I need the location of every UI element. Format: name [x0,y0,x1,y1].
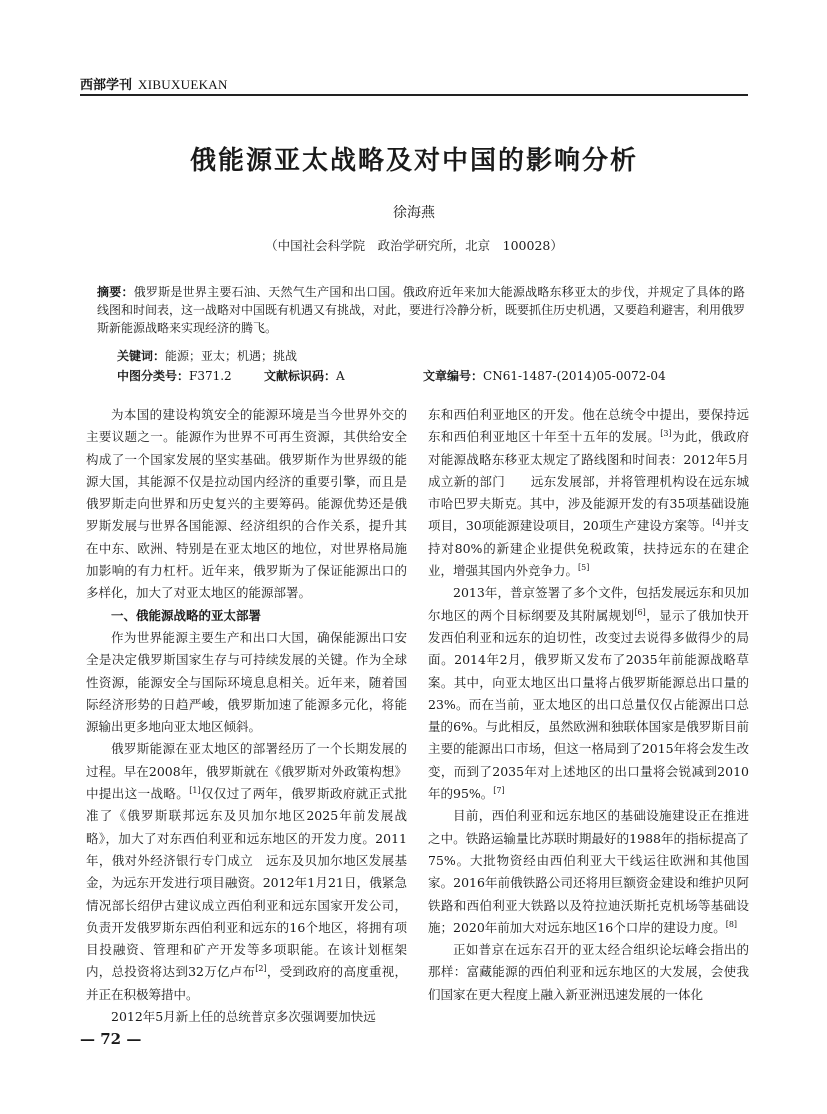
clc-value: F371.2 [189,369,232,383]
author-name: 徐海燕 [393,205,435,221]
article-value: CN61-1487-(2014)05-0072-04 [483,369,666,383]
paragraph-text: 为此，俄政府对能源战略东移亚太规定了路线图和时间表：2012年5月成立新的部门 远东发展部，并将管理机构设在远东城市哈巴罗夫斯克。其中，涉及能源开发的有35项基础设施项目，30项能源建设项目，20项生产建设方案等。 [428,429,749,534]
journal-name-cn: 西部学刊 [80,78,133,93]
clc-label: 中图分类号： [117,369,190,383]
paragraph-text: 并支持对80%的新建企业提供免税政策，扶持远东的在建企业，增强其国内外竞争力。 [428,518,749,579]
article-number [423,367,666,384]
article-title: 俄能源亚太战略及对中国的影响分析 [189,146,638,176]
paragraph [428,582,749,805]
citation-ref: [5] [578,563,590,573]
journal-name-en: XIBUXUEKAN [138,77,228,92]
paragraph-text: ，显示了俄加快开发西伯利亚和远东的迫切性，改变过去说得多做得少的局面。2014年2月，俄罗斯又发布了2035年前能源战略草案。其中，向亚太地区出口量将占俄罗斯能源总出口量的23%。而在当前，亚太地区的出口总量仅仅占能源出口总量的6%。与此相反，虽然欧洲和独联体国家是俄罗斯目前主要的能源出口市场，但这一格局到了2015年将会发生改变，而到了2035年对上述地区的出口量将会锐减到2010年的95%。 [428,607,749,802]
keywords-text: 能源；亚太；机遇；挑战 [165,349,298,363]
doc-label: 文献标识码： [264,369,337,383]
paragraph: 正如普京在远东召开的亚太经合组织论坛峰会指出的那样：富藏能源的西伯利亚和远东地区的大发展，会使我们国家在更大程度上融入新亚洲迅速发展的一体化 [428,942,749,1002]
keywords-label: 关键词： [117,349,166,363]
paragraph-text: 2013年，普京签署了多个文件，包括发展远东和贝加尔地区的两个目标纲要及其附属规划 [428,585,749,623]
paragraph-text: ，受到政府的高度重视，并正在积极筹措中。 [86,964,407,1002]
keywords [117,347,297,364]
citation-ref: [2] [255,964,267,974]
section-heading: 一、俄能源战略的亚太部署 [111,607,262,623]
body-column-left [86,404,407,1028]
clc-number [117,367,232,384]
citation-ref: [8] [725,919,738,929]
paragraph-text: 目前，西伯利亚和远东地区的基础设施建设正在推进之中。铁路运输量比苏联时期最好的1988年的指标提高了75%。大批物资经由西伯利亚大干线运往欧洲和其他国家。2016年前俄铁路公司还将用巨额资金建设和维护贝阿铁路和西伯利亚大铁路以及符拉迪沃斯托克机场等基础设施；2020年前加大对远东地区16个口岸的建设力度。 [428,808,749,935]
doc-value: A [336,369,345,383]
paragraph [86,738,407,1006]
article-label: 文章编号： [423,369,484,383]
paragraph: 2012年5月新上任的总统普京多次强调要加快远 [111,1009,376,1025]
citation-ref: [3] [660,429,672,439]
journal-header [80,74,228,93]
paragraph: 为本国的建设构筑安全的能源环境是当今世界外交的主要议题之一。能源作为世界不可再生资源，其供给安全构成了一个国家发展的坚实基础。俄罗斯作为世界级的能源大国，其能源不仅是拉动国内经济的重要引擎，而且是俄罗斯走向世界和历史复兴的主要筹码。能源优势还是俄罗斯发展与世界各国能源、经济组织的合作关系，提升其在中东、欧洲、特别是在亚太地区的地位，对世界格局施加影响的有力杠杆。近年来，俄罗斯为了保证能源出口的多样化，加大了对亚太地区的能源部署。 [86,407,407,601]
abstract [97,283,745,337]
citation-ref: [4] [712,518,724,528]
paragraph-text: 仅仅过了两年，俄罗斯政府就正式批准了《俄罗斯联邦远东及贝加尔地区2025年前发展战略》，加大了对东西伯利亚和远东地区的开发力度。2011年，俄对外经济银行专门成立 远东及贝加尔地区发展基金，为远东开发进行项目融资。2012年1月21日，俄紧急情况部长绍伊古建议成立西伯利亚和远东国家开发公司，负责开发俄罗斯东西伯利亚和远东的16个地区，将拥有项目投融资、管理和矿产开发等多项职能。在该计划框架内，总投资将达到32万亿卢布 [86,786,407,980]
header-rule [80,94,748,96]
citation-ref: [6] [634,607,646,617]
paragraph [428,805,749,939]
abstract-text: 俄罗斯是世界主要石油、天然气生产国和出口国。俄政府近年来加大能源战略东移亚太的步伐，并规定了具体的路线图和时间表，这一战略对中国既有机遇又有挑战，对此，要进行冷静分析，既要抓住历史机遇，又要趋利避害，利用俄罗斯新能源战略来实现经济的腾飞。 [97,285,746,335]
paragraph [428,404,749,582]
abstract-label: 摘要： [97,285,134,299]
citation-ref: [1] [189,786,201,796]
author-affiliation: （中国社会科学院 政治学研究所，北京 100028） [265,238,563,253]
paragraph: 作为世界能源主要生产和出口大国，确保能源出口安全是决定俄罗斯国家生存与可持续发展的关键。作为全球性资源，能源安全与国际环境息息相关。近年来，随着国际经济形势的日趋严峻，俄罗斯加速了能源多元化，将能源输出更多地向亚太地区倾斜。 [86,629,407,735]
paragraph-text: 俄罗斯能源在亚太地区的部署经历了一个长期发展的过程。早在2008年，俄罗斯就在《俄罗斯对外政策构想》中提出这一战略。 [86,741,407,802]
body-column-right [428,404,749,1006]
page-number: — 72 — [80,1030,142,1048]
document-code [264,367,345,384]
citation-ref: [7] [493,786,505,796]
paragraph-text: 东和西伯利亚地区的开发。他在总统令中提出，要保持远东和西伯利亚地区十年至十五年的发展。 [428,407,749,445]
